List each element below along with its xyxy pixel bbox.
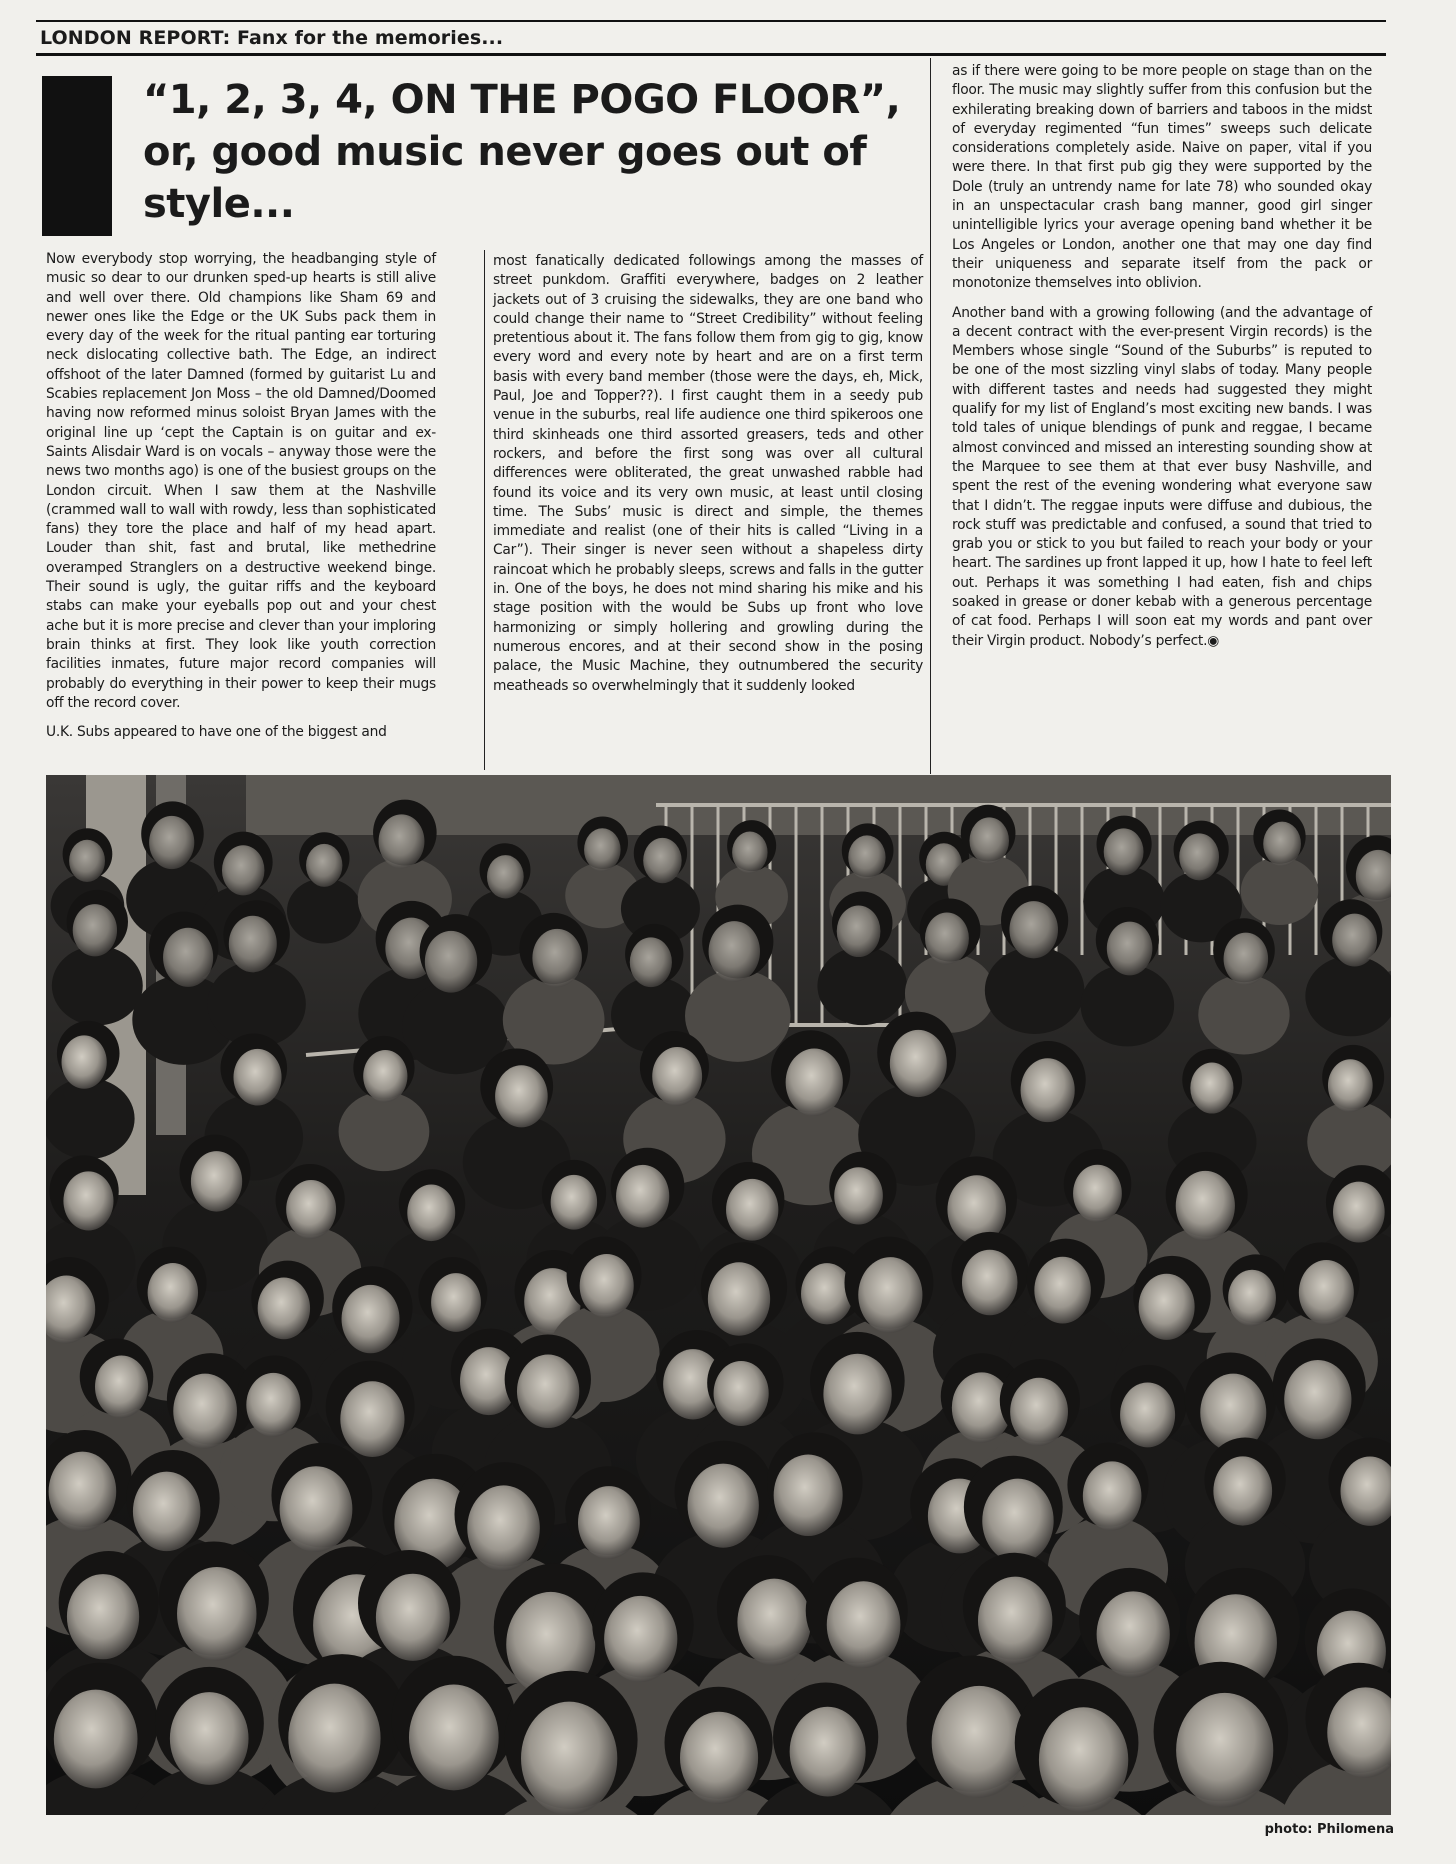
headline [143,74,923,230]
paragraph: Now everybody stop worrying, the headbanging style of music so dear to our drunken sped-up hearts is still alive and well over there. Old champions like Sham 69 and newer ones like the Edge or the UK Subs pack them in every day of the week for the ritual panting ear torturing neck dislocating collective bath. The Edge, an indirect offshoot of the later Damned (formed by guitarist Lu and Scabies replacement Jon Moss – the old Damned/Doomed having now reformed minus soloist Bryan James with the original line up ‘cept the Captain is on guitar and ex-Saints Alisdair Ward is on vocals – anyway those were the news two months ago) is one of the busiest groups on the London circuit. When I saw them at the Nashville (crammed wall to wall with rowdy, less than sophisticated fans) they tore the place and half of my head apart. Louder than shit, fast and brutal, like methedrine overamped Stranglers on a destructive weekend binge. Their sound is ugly, the guitar riffs and the keyboard stabs can make your eyeballs pop out and your chest ache but it is more precise and clever than your imploring brain thinks at first. They look like youth correction facilities inmates, future major record companies will probably do everything in their power to keep their mugs off the record cover. [46,251,436,711]
header-rule [36,53,1386,56]
paragraph: Another band with a growing following (and the advantage of a decent contract with the ever-present Virgin records) is the Members whose single “Sound of the Suburbs” is reputed to be one of the most sizzling vinyl slabs of today. Many people with different tastes and needs had suggested they might qualify for my list of England’s most exciting new bands. I was told tales of unique blendings of punk and reggae, I became almost convinced and missed an interesting sounding show at the Marquee to see them at that ever busy Nashville, and spent the rest of the evening wondering what everyone saw that I didn’t. The reggae inputs were diffuse and dubious, the rock stuff was predictable and confused, a sound that tried to grab you or stick to you but failed to reach your body or your heart. The sardines up front lapped it up, how I hate to feel left out. Perhaps it was something I had eaten, fish and chips soaked in grease or doner kebab with a generous percentage of cat food. Perhaps I will soon eat my words and pant over their Virgin product. Nobody’s perfect.◉ [952,304,1372,649]
paragraph: U.K. Subs appeared to have one of the biggest and [46,724,387,741]
column-divider [930,58,931,774]
top-rule [36,20,1386,22]
section-header: LONDON REPORT: Fanx for the memories... [40,27,504,49]
headline-line-2: or, good music never goes out of [143,129,867,175]
headline-line-3: style... [143,181,295,227]
crowd-photo-illustration [46,775,1391,1815]
crowd-photo [46,775,1391,1815]
photo-credit: photo: Philomena [1264,1822,1394,1837]
article-column-2 [493,252,923,706]
headline-block-decoration [42,76,112,236]
paragraph: most fanatically dedicated followings among the masses of street punkdom. Graffiti everywhere, badges on 2 leather jackets out of 3 cruising the sidewalks, they are one band who could change their name to “Street Credibility” without feeling pretentious about it. The fans follow them from gig to gig, know every word and every note by heart and are on a first term basis with every band member (those were the days, eh, Mick, Paul, Joe and Topper??). I first caught them in a seedy pub venue in the suburbs, real life audience one third spikeroos one third skinheads one third assorted greasers, teds and other rockers, and before the first song was over all cultural differences were obliterated, the great unwashed rabble had found its voice and its very own music, at least until closing time. The Subs’ music is direct and simple, the themes immediate and realist (one of their hits is called “Living in a Car”). Their singer is never seen without a shapeless dirty raincoat which he probably sleeps, screws and falls in the gutter in. One of the boys, he does not mind sharing his mike and his stage position with the would be Subs up front who love harmonizing or simply hollering and growling during the numerous encores, and at their second show in the posing palace, the Music Machine, they outnumbered the security meatheads so overwhelmingly that it suddenly looked [493,253,923,694]
column-divider [484,250,485,770]
article-column-1 [46,250,436,752]
headline-line-1: “1, 2, 3, 4, ON THE POGO FLOOR”, [143,77,901,123]
article-column-3 [952,62,1372,661]
paragraph: as if there were going to be more people on stage than on the floor. The music may slightly suffer from this confusion but the exhilerating breaking down of barriers and taboos in the midst of everyday regimented “fun times” sweeps such delicate considerations completely aside. Naive on paper, vital if you were there. In that first pub gig they were supported by the Dole (truly an untrendy name for late 78) who sounded okay in an unspectacular crash bang manner, good girl singer unintelligible lyrics your average opening band whether it be Los Angeles or London, another one that may one day find their uniqueness and separate itself from the pack or monotonize themselves into oblivion. [952,63,1372,292]
